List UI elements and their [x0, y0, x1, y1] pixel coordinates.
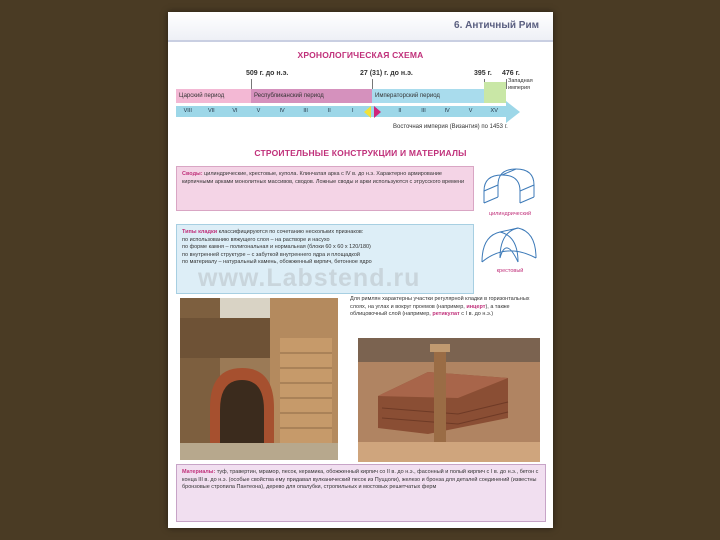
period-imperial: Императорский период: [372, 89, 484, 103]
cylindrical-vault-figure: [476, 167, 544, 219]
period-western-block: [484, 82, 506, 103]
masonry-line-4: по внутренней структуре – с забуткой внутреннего ядра и площадкой: [182, 251, 361, 258]
century-cell: VII: [200, 106, 225, 117]
page-header: [168, 12, 553, 42]
watermark: www.Labstend.ru: [198, 264, 421, 292]
cross-vault-icon: [476, 222, 544, 268]
vaults-box: [176, 166, 474, 211]
ruins-column-image: [358, 338, 540, 462]
period-royal: Царский период: [176, 89, 251, 103]
masonry-line-2: по использованию вяжущего слоя – на растворе и насухо: [182, 236, 330, 243]
roman-note-part-2: ), а также облицовочный слой (например,: [350, 303, 510, 318]
cylindrical-vault-icon: [476, 167, 544, 211]
vaults-text: цилиндрические, крестовые, купола. Клинчатая арка с IV в. до н.э. Характерно армирование кирпичными арками монолитных массивов, сводов. Ложные своды и арки используются с этрусского времени: [182, 171, 465, 185]
poster-sheet: [168, 12, 553, 528]
masonry-line-3: по форме камня – полигональная и нормальная (блоки 60 x 60 x 120/180): [182, 244, 371, 251]
century-cell: III: [294, 106, 319, 117]
cylindrical-label: цилиндрический: [488, 211, 532, 217]
roman-masonry-note: [346, 294, 546, 338]
masonry-lead: Типы кладки: [182, 229, 218, 235]
term-reticulatum: ретикулат: [432, 311, 460, 318]
period-republic: Республиканский период: [251, 89, 372, 103]
vaults-lead: Своды:: [182, 171, 203, 177]
cross-label: крестовый: [496, 268, 524, 274]
date-509: 509 г. до н.э.: [246, 70, 289, 77]
page-title: 6. Античный Рим: [454, 20, 539, 31]
marker-476: [506, 79, 507, 89]
timeline-arrow: [506, 101, 520, 123]
roman-note-part-3: с I в. до н.э.): [461, 311, 494, 318]
roman-note-part-1: Для римлян характерны участки регулярной кладки в горизонтальных слоях, на углах и вокруг проемов (например,: [350, 296, 530, 310]
century-cell: V: [247, 106, 272, 117]
date-395: 395 г.: [474, 70, 492, 77]
century-cell: I: [341, 106, 366, 117]
century-cell: IV: [270, 106, 295, 117]
marker-509: [251, 79, 252, 89]
eastern-empire-note: Восточная империя (Византия) по 1453 г.: [393, 124, 508, 130]
century-cell: VI: [223, 106, 248, 117]
century-cell: I: [365, 106, 390, 117]
period-western-label: Западная империя: [508, 78, 533, 91]
brick-arch-image: [180, 298, 338, 460]
construction-title: СТРОИТЕЛЬНЫЕ КОНСТРУКЦИИ И МАТЕРИАЛЫ: [254, 148, 467, 158]
yellow-arrow-icon: [364, 106, 371, 118]
masonry-line-5: по материалу – натуральный камень, обожженный кирпич, бетонное ядро: [182, 259, 372, 266]
century-cell: IV: [435, 106, 460, 117]
century-cell: V: [459, 106, 484, 117]
century-cell: VIII: [176, 106, 201, 117]
century-cell: III: [412, 106, 437, 117]
materials-text: туф, травертин, мрамор, песок, керамика, обожженный кирпич со II в. до н.э., фасонный и полый кирпич с I в. до н.э., бетон с конца III в. до н.э. (особые свойства ему придавал вулканический песок из Пуццоли), железо и бронза для деталей соединений (известны бронзовые стропила Пантеона), дерево для опалубки, стропильных и мостовых решетчатых ферм: [182, 469, 539, 491]
century-scale: [176, 106, 506, 117]
materials-box: [176, 464, 546, 522]
century-cell: II: [388, 106, 413, 117]
century-cell: XV: [482, 106, 507, 117]
century-cell: II: [317, 106, 342, 117]
magenta-arrow-icon: [374, 106, 381, 118]
masonry-line-1: классифицируются по сочетанию нескольких признаков:: [218, 229, 364, 235]
materials-lead: Материалы:: [182, 469, 216, 475]
term-incertum: инцерт: [466, 303, 486, 310]
brick-arch-photo: [180, 298, 338, 460]
ruins-column-photo: [358, 338, 540, 462]
date-476: 476 г.: [502, 70, 520, 77]
chronology-title: ХРОНОЛОГИЧЕСКАЯ СХЕМА: [297, 50, 424, 60]
cross-vault-figure: [476, 222, 544, 278]
date-27: 27 (31) г. до н.э.: [360, 70, 413, 77]
